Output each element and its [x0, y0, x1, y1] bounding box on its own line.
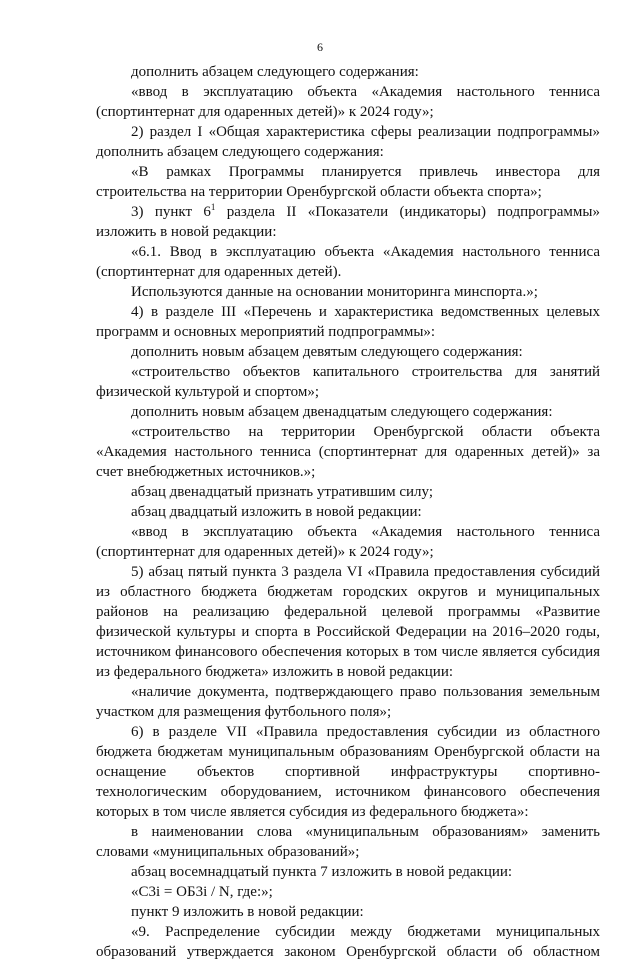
paragraph: «В рамках Программы планируется привлечь инвестора для строительства на территории Оренбургской области объекта спорта»;	[96, 164, 600, 200]
paragraph: «С3i = ОБ3i / N, где:»;	[131, 884, 273, 900]
paragraph: 6) в разделе VII «Правила предоставления субсидии из областного бюджета бюджетам муниципальным образованиям Оренбургской области на оснащение объектов спортивной инфраструктуры спортивно-технологическим оборудованием, источником финансового обеспечения которых в том числе является субсидия из федерального бюджета»:	[96, 724, 600, 820]
paragraph: «9. Распределение субсидии между бюджетами муниципальных образований утверждается законом Оренбургской области об областном	[96, 924, 600, 960]
paragraph: дополнить новым абзацем девятым следующего содержания:	[131, 344, 523, 360]
document-body	[96, 62, 600, 962]
paragraph: абзац двенадцатый признать утратившим силу;	[131, 484, 434, 500]
paragraph: «ввод в эксплуатацию объекта «Академия настольного тенниса (спортинтернат для одаренных детей)» к 2024 году»;	[96, 84, 600, 120]
paragraph: абзац восемнадцатый пункта 7 изложить в новой редакции:	[131, 864, 513, 880]
page-number: 6	[317, 40, 323, 54]
paragraph: «строительство на территории Оренбургской области объекта «Академия настольного тенниса (спортинтернат для одаренных детей)» за счет внебюджетных источников.»;	[96, 424, 600, 480]
paragraph: 4) в разделе III «Перечень и характеристика ведомственных целевых программ и основных мероприятий подпрограммы»:	[96, 304, 600, 340]
paragraph: 3) пункт $6^1$ раздела II «Показатели (индикаторы) подпрограммы» изложить в новой редакции:	[96, 202, 600, 240]
paragraph: «наличие документа, подтверждающего право пользования земельным участком для размещения футбольного поля»;	[96, 684, 600, 720]
paragraph: абзац двадцатый изложить в новой редакции:	[131, 504, 422, 520]
paragraph: пункт 9 изложить в новой редакции:	[131, 904, 364, 920]
paragraph: 5) абзац пятый пункта 3 раздела VI «Правила предоставления субсидий из областного бюджета бюджетам городских округов и муниципальных районов на реализацию федеральной целевой программы «Развитие физической культуры и спорта в Российской Федерации на 2016–2020 годы, источником финансового обеспечения которых в том числе является субсидия из федерального бюджета» изложить в новой редакции:	[96, 564, 600, 680]
paragraph: 2) раздел I «Общая характеристика сферы реализации подпрограммы» дополнить абзацем следующего содержания:	[96, 124, 600, 160]
paragraph: «строительство объектов капитального строительства для занятий физической культурой и спортом»;	[96, 364, 600, 400]
paragraph: дополнить абзацем следующего содержания:	[131, 64, 419, 80]
paragraph: «6.1. Ввод в эксплуатацию объекта «Академия настольного тенниса (спортинтернат для одаренных детей).	[96, 244, 600, 280]
paragraph: в наименовании слова «муниципальным образованиям» заменить словами «муниципальных образований»;	[96, 824, 600, 860]
paragraph: дополнить новым абзацем двенадцатым следующего содержания:	[131, 404, 553, 420]
paragraph: «ввод в эксплуатацию объекта «Академия настольного тенниса (спортинтернат для одаренных детей)» к 2024 году»;	[96, 524, 600, 560]
paragraph: Используются данные на основании мониторинга минспорта.»;	[131, 284, 538, 300]
